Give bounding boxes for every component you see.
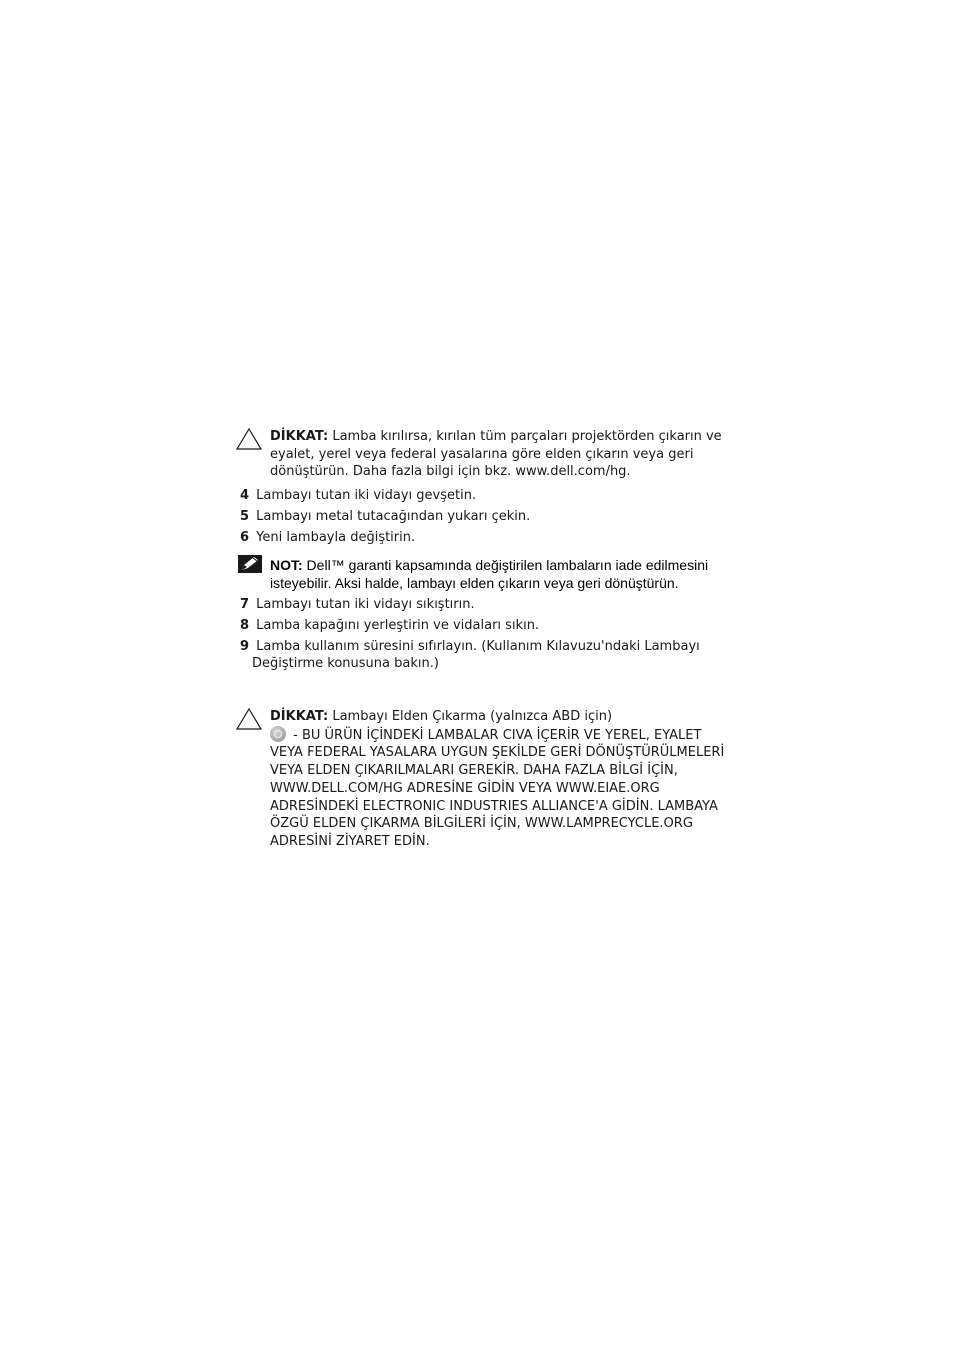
step-text: Lambayı tutan iki vidayı sıkıştırın. (256, 597, 475, 612)
caution-triangle-icon (236, 428, 262, 450)
note-pencil-icon (238, 555, 262, 573)
step-6 (240, 529, 720, 546)
step-text: Yeni lambayla değiştirin. (256, 530, 416, 545)
step-number: 8 (240, 618, 250, 633)
caution-body: Lamba kırılırsa, kırılan tüm parçaları projektörden çıkarın ve eyalet, yerel veya federal yasalarına göre elden çıkarın veya geri dönüştürün. Daha fazla bilgi için bkz. www.dell.com/hg. (270, 429, 722, 480)
step-text: Lamba kullanım süresini sıfırlayın. (Kullanım Kılavuzu'ndaki Lambayı (256, 639, 700, 654)
step-number: 4 (240, 488, 250, 503)
hg-mercury-icon (270, 726, 286, 742)
caution-label: DİKKAT: (270, 709, 329, 724)
step-4 (240, 487, 720, 504)
step-text: Lambayı metal tutacağından yukarı çekin. (256, 509, 531, 524)
step-number: 9 (240, 639, 250, 654)
step-7 (240, 596, 720, 613)
step-number: 6 (240, 530, 250, 545)
note-block-lamp-return (236, 556, 726, 592)
step-5 (240, 508, 720, 525)
caution-text (270, 708, 726, 851)
note-text (270, 556, 726, 592)
note-label: NOT: (270, 557, 303, 573)
caution-block-lamp-breakage (236, 428, 726, 481)
caution-triangle-icon (236, 708, 262, 730)
step-number: 5 (240, 509, 250, 524)
step-text: Lambayı tutan iki vidayı gevşetin. (256, 488, 477, 503)
step-text: Lamba kapağını yerleştirin ve vidaları sıkın. (256, 618, 540, 633)
step-9 (240, 638, 720, 672)
step-number: 7 (240, 597, 250, 612)
caution-title: Lambayı Elden Çıkarma (yalnızca ABD için) (328, 709, 613, 724)
caution-block-lamp-disposal (236, 708, 726, 851)
caution-body: - BU ÜRÜN İÇİNDEKİ LAMBALAR CIVA İÇERİR VE YEREL, EYALET VEYA FEDERAL YASALARA UYGUN ŞEKİLDE GERİ DÖNÜŞTÜRÜLMELERİ VEYA ELDEN ÇIKARILMALARI GEREKİR. DAHA FAZLA BİLGİ İÇİN, WWW.DELL.COM/HG ADRESİNE GİDİN VEYA WWW.EIAE.ORG ADRESİNDEKİ ELECTRONIC INDUSTRIES ALLIANCE'A GİDİN. LAMBAYA ÖZGÜ ELDEN ÇIKARMA BİLGİLERİ İÇİN, WWW.LAMPRECYCLE.ORG ADRESİNİ ZİYARET EDİN. (270, 727, 725, 849)
step-text-continuation: Değiştirme konusuna bakın.) (252, 656, 439, 671)
note-body: Dell™ garanti kapsamında değiştirilen lambaların iade edilmesini isteyebilir. Aksi halde, lambayı elden çıkarın veya geri dönüştürün. (270, 557, 709, 591)
caution-label: DİKKAT: (270, 429, 329, 444)
step-8 (240, 617, 720, 634)
caution-text (270, 428, 726, 481)
